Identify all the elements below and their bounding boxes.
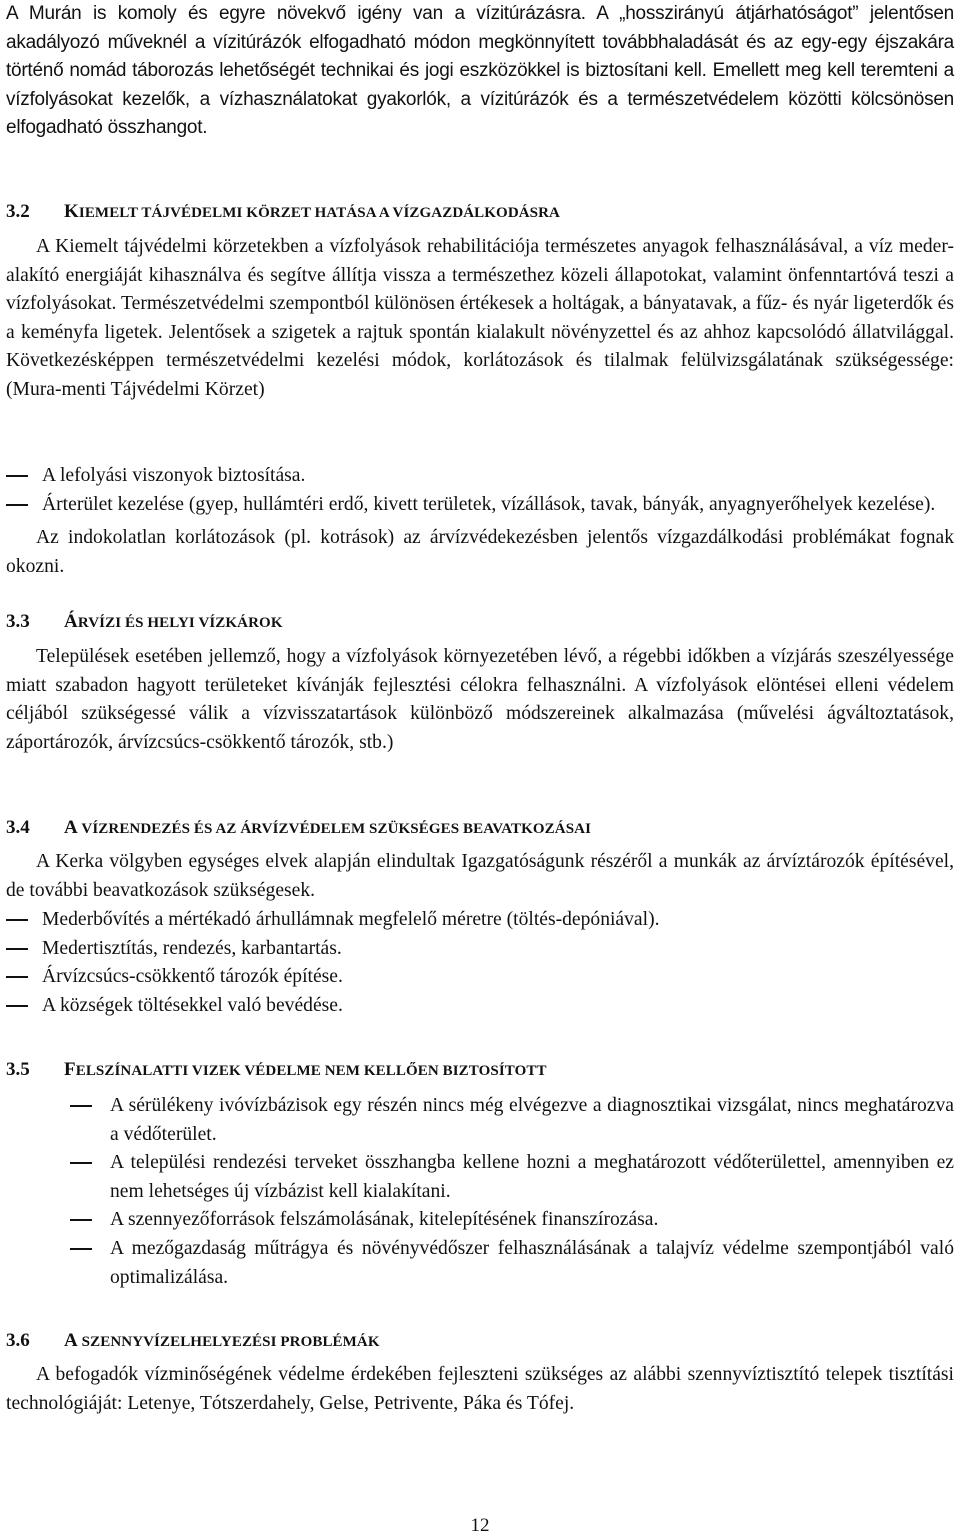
dash-bullet xyxy=(6,906,28,934)
section-3-3-heading xyxy=(6,610,283,635)
dash-bullet xyxy=(6,963,28,991)
dash-bullet xyxy=(6,491,28,519)
list-item: Mederbővítés a mértékadó árhullámnak megfelelő méretre (töltés-depóniával). xyxy=(6,906,954,935)
section-number: 3.4 xyxy=(6,817,30,838)
list-item: A községek töltésekkel való bevédése. xyxy=(6,992,954,1021)
page-number: 12 xyxy=(470,1515,490,1536)
section-number: 3.3 xyxy=(6,611,30,632)
dash-bullet xyxy=(6,935,28,963)
section-3-2-paragraph: A Kiemelt tájvédelmi körzetekben a vízfolyások rehabilitációja természetes anyagok felhasználásával, a víz meder-alakító energiáját kihasználva és segítve állítja vissza a természethez közeli állapotokat, valamint önfenntartóvá teszi a vízfolyásokat. Természetvédelmi szempontból különösen értékesek a holtágak, a bányatavak, a fűz- és nyár ligeterdők és a keményfa ligetek. Jelentősek a szigetek a rajtuk spontán kialakult növényzettel és az ahhoz kapcsolódó állatvilággal. Következésképpen természetvédelmi kezelési módok, korlátozások és tilalmak felülvizsgálatának szükségessége: (Mura-menti Tájvédelmi Körzet) xyxy=(6,236,954,400)
list-item: A települési rendezési terveket összhangba kellene hozni a meghatározott védőterülettel, amennyiben ez nem lehetséges új vízbázist kell kialakítani. xyxy=(6,1149,954,1206)
section-3-2-heading xyxy=(6,200,560,225)
list-item: A sérülékeny ivóvízbázisok egy részén nincs még elvégezve a diagnosztikai vizsgálat, nincs meghatározva a védőterület. xyxy=(6,1092,954,1149)
list-item: Medertisztítás, rendezés, karbantartás. xyxy=(6,935,954,964)
section-3-2-conclusion: Az indokolatlan korlátozások (pl. kotrások) az árvízvédekezésben jelentős vízgazdálkodási problémákat fognak okozni. xyxy=(6,527,954,577)
section-title: KIEMELT TÁJVÉDELMI KÖRZET HATÁSA A VÍZGAZDÁLKODÁSRA xyxy=(64,201,560,222)
list-item: A mezőgazdaság műtrágya és növényvédőszer felhasználásának a talajvíz védelme szempontjából való optimalizálása. xyxy=(6,1235,954,1292)
section-3-4-list xyxy=(6,906,954,1020)
dash-bullet xyxy=(6,992,28,1020)
list-item: A lefolyási viszonyok biztosítása. xyxy=(6,462,954,491)
intro-text-2: Emellett meg kell teremteni a vízfolyásokat kezelők, a vízhasználatokat gyakorlók, a vízitúrázók és a természetvédelem közötti kölcsönösen elfogadható összhangot. xyxy=(6,60,954,139)
section-3-3-paragraph: Települések esetében jellemző, hogy a vízfolyások környezetében lévő, a régebbi időkben a vízjárás szeszélyessége miatt szabadon hagyott területeket kívánják fejlesztési célokra felhasználni. A vízfolyások elöntései elleni védelem céljából szükségessé válik a vízvisszatartások különböző módszereinek alkalmazása (művelési ágváltoztatások, záportározók, árvízcsúcs-csökkentő tározók, stb.) xyxy=(6,646,954,753)
dash-bullet xyxy=(70,1235,92,1263)
dash-bullet xyxy=(70,1206,92,1234)
section-3-2-list xyxy=(6,462,954,519)
dash-bullet xyxy=(70,1092,92,1120)
section-3-5-heading xyxy=(6,1058,547,1083)
section-3-4-heading xyxy=(6,816,591,841)
intro-paragraph xyxy=(6,0,954,143)
section-number: 3.6 xyxy=(6,1330,30,1351)
section-title: FELSZÍNALATTI VIZEK VÉDELME NEM KELLŐEN BIZTOSÍTOTT xyxy=(64,1059,547,1080)
list-item: Árvízcsúcs-csökkentő tározók építése. xyxy=(6,963,954,992)
section-3-4-paragraph: A Kerka völgyben egységes elvek alapján elindultak Igazgatóságunk részéről a munkák az árvíztározók építésével, de további beavatkozások szükségesek. xyxy=(6,851,954,901)
intro-text-1: A Murán is komoly és egyre növekvő igény van a vízitúrázásra. A „hosszirányú átjárhatóságot” jelentősen akadályozó műveknél a vízitúrázók elfogadható módon megkönnyített továbbhaladását és az egy-egy éjszakára történő nomád táborozás lehetőségét technikai és jogi eszközökkel is biztosítani kell. xyxy=(6,3,954,82)
section-title: A VÍZRENDEZÉS ÉS AZ ÁRVÍZVÉDELEM SZÜKSÉGES BEAVATKOZÁSAI xyxy=(64,817,592,838)
dash-bullet xyxy=(70,1149,92,1177)
section-number: 3.2 xyxy=(6,201,30,222)
section-3-6-heading xyxy=(6,1329,380,1354)
section-3-5-list xyxy=(6,1092,954,1292)
list-item: A szennyezőforrások felszámolásának, kitelepítésének finanszírozása. xyxy=(6,1206,954,1235)
section-number: 3.5 xyxy=(6,1059,30,1080)
section-3-6-paragraph: A befogadók vízminőségének védelme érdekében fejleszteni szükséges az alábbi szennyvíztisztító telepek tisztítási technológiáját: Letenye, Tótszerdahely, Gelse, Petrivente, Páka és Tófej. xyxy=(6,1364,954,1414)
section-title: ÁRVÍZI ÉS HELYI VÍZKÁROK xyxy=(64,611,283,632)
dash-bullet xyxy=(6,462,28,490)
list-item: Árterület kezelése (gyep, hullámtéri erdő, kivett területek, vízállások, tavak, bányák, anyagnyerőhelyek kezelése). xyxy=(6,491,954,520)
section-title: A SZENNYVÍZELHELYEZÉSI PROBLÉMÁK xyxy=(64,1330,380,1351)
